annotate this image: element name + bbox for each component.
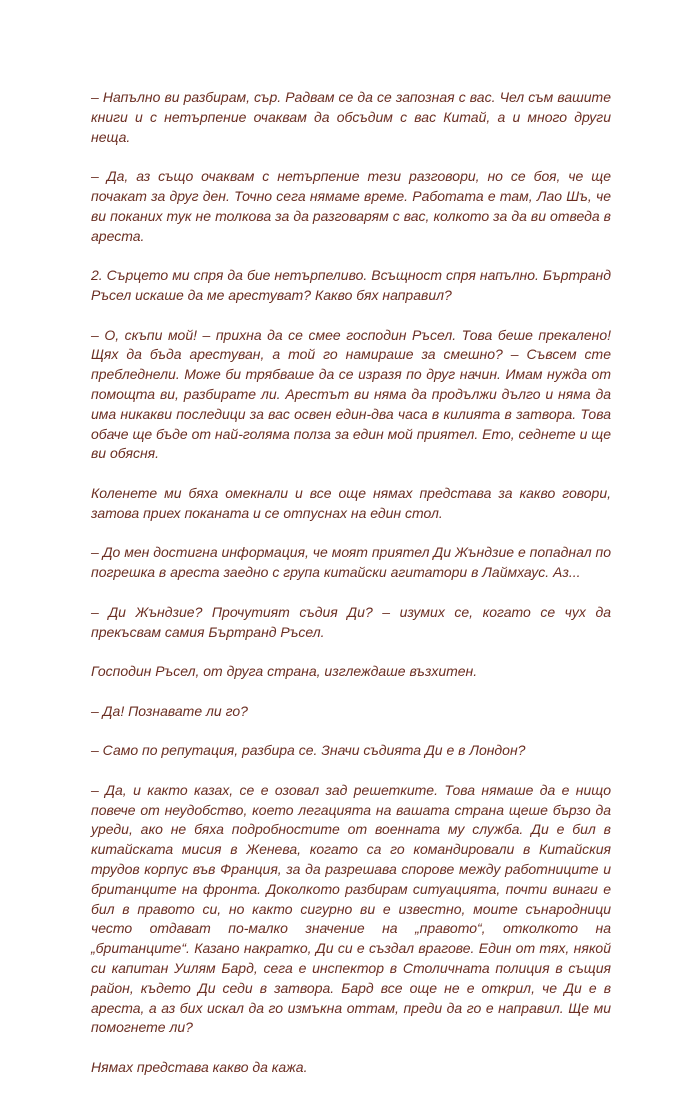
paragraph: – Ди Жъндзие? Прочутият съдия Ди? – изумих се, когато се чух да прекъсвам самия Бъртранд Ръсел. xyxy=(91,603,611,640)
document-body xyxy=(91,88,611,1098)
paragraph: 2. Сърцето ми спря да бие нетърпеливо. Всъщност спря напълно. Бъртранд Ръсел искаше да ме арестуват? Какво бях направил? xyxy=(91,267,611,303)
paragraph: – Напълно ви разбирам, сър. Радвам се да се запозная с вас. Чел съм вашите книги и с нетърпение очаквам да обсъдим с вас Китай, а и много други неща. xyxy=(91,89,611,145)
paragraph: – Да! Познавате ли го? xyxy=(91,702,248,719)
paragraph: – До мен достигна информация, че моят приятел Ди Жъндзие е попаднал по погрешка в ареста заедно с група китайски агитатори в Лаймхаус. Аз... xyxy=(91,544,611,581)
paragraph: Коленете ми бяха омекнали и все още нямах представа за какво говори, затова приех поканата и се отпуснах на един стол. xyxy=(91,484,611,521)
paragraph: – О, скъпи мой! – прихна да се смее господин Ръсел. Това беше прекалено! Щях да бъда арестуван, а той го намираше за смешно? – Съвсем сте пребледнели. Може би трябваше да се изразя по друг начин. Имам нужда от помощта ви, разбирате ли. Арестът ви няма да продължи дълго и няма да има никакви последици за вас освен един-два часа в килията в затвора. Това обаче ще бъде от най-голяма полза за един мой приятел. Ето, седнете и ще ви обясня. xyxy=(91,326,611,462)
paragraph: Нямах представа какво да кажа. xyxy=(91,1059,308,1076)
paragraph: – Да, аз също очаквам с нетърпение тези разговори, но се боя, че ще почакат за друг ден. Точно сега нямаме време. Работата е там, Лао Шъ, че ви поканих тук не толкова за да разговарям с вас, колкото за да ви отведа в ареста. xyxy=(91,168,611,244)
paragraph: – Само по репутация, разбира се. Значи съдията Ди е в Лондон? xyxy=(91,742,526,759)
paragraph: – Да, и както казах, се е озовал зад решетките. Това нямаше да е нищо повече от неудобство, което легацията на вашата страна щеше бързо да уреди, ако не бяха подробностите от военната му служба. Ди е бил в китайската мисия в Женева, когато са го командировали в Китайския трудов корпус във Франция, за да разрешава спорове между работниците и британците на фронта. Доколкото разбирам ситуацията, почти винаги е бил в правото си, но както сигурно ви е известно, моите сънародници често отдават по-малко значение на „правото“, отколкото на „британците“. Казано накратко, Ди си е създал врагове. Един от тях, някой си капитан Уилям Бард, сега е инспектор в Столичната полиция в същия район, където Ди седи в затвора. Бард все още не е открил, че Ди е в ареста, а аз бих искал да го измъкна оттам, преди да го е направил. Ще ми помогнете ли? xyxy=(91,781,611,1036)
paragraph: Господин Ръсел, от друга страна, изглеждаше възхитен. xyxy=(91,663,478,680)
